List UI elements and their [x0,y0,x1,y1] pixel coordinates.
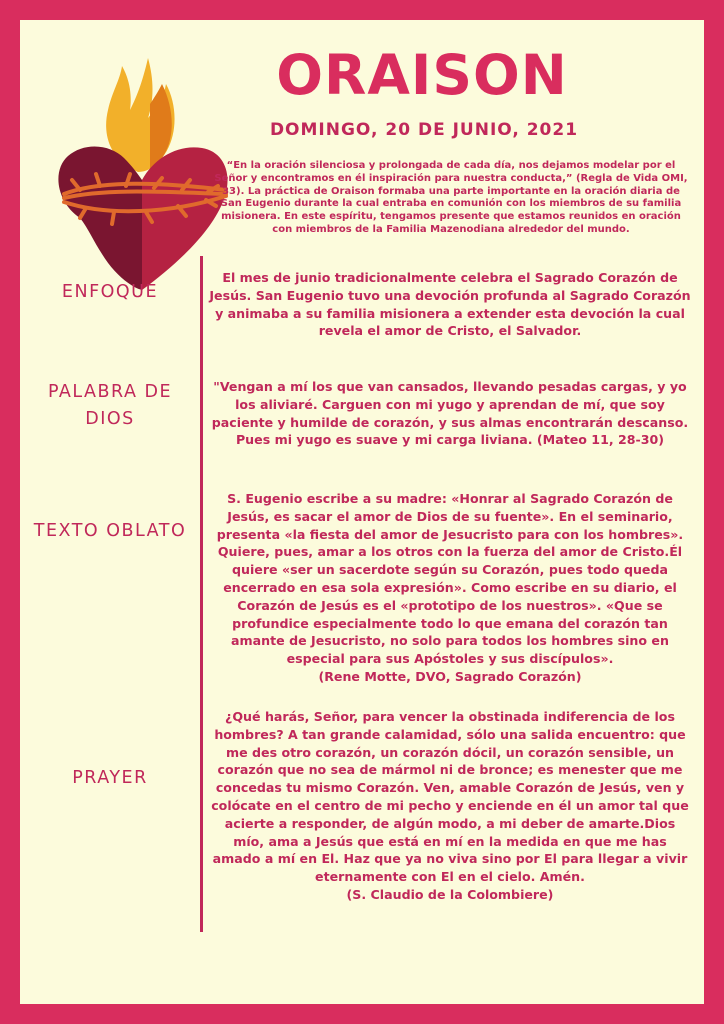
section-text-texto-oblato [208,490,692,686]
date: DOMINGO, 20 DE JUNIO, 2021 [269,120,579,140]
prayer-source: (S. Claudio de la Colombiere) [346,886,554,902]
texto-oblato-body: S. Eugenio escribe a su madre: «Honrar al Sagrado Corazón de Jesús, es sacar el amor de Dios de su fuente». En el seminario, presenta «la fiesta del amor de Jesucristo para con los hombres». Quiere, pues, amar a los otros con la fuerza del amor de Cristo.Él quiere «ser un sacerdote según su Corazón, pues todo queda encerrado en esa sola expresión». Como escribe en su diario, el Corazón de Jesús es el «prototipo de los nuestros». «Que se profundice especialmente todo lo que emana del corazón tan amante de Jesucristo, no solo para todos los hombres sino en especial para sus Apóstoles y sus discípulos». [216,491,684,667]
section-text-prayer [208,708,692,904]
section-label-texto-oblato: TEXTO OBLATO [33,521,187,541]
intro-text: “En la oración silenciosa y prolongada de cada día, nos dejamos modelar por el Señor y encontramos en él inspiración para nuestra conducta,” (Regla de Vida OMI, 33). La práctica de Oraison formaba una parte importante en la oración diaria de San Eugenio durante la cual entraba en comunión con los miembros de su familia misionera. En este espíritu, tengamos presente que estamos reunidos en oración con miembros de la Familia Mazenodiana alrededor del mundo. [214,160,688,235]
page [20,20,704,1004]
section-label-palabra: PALABRA DE DIOS [47,382,173,429]
sacred-heart-icon [50,40,230,295]
section-text-palabra: "Vengan a mí los que van cansados, llevando pesadas cargas, y yo los aliviaré. Carguen con mi yugo y aprendan de mí, que soy paciente y humilde de corazón, y sus almas encontrarán descanso. Pues mi yugo es suave y mi carga liviana. (Mateo 11, 28-30) [211,379,689,448]
section-text-enfoque: El mes de junio tradicionalmente celebra el Sagrado Corazón de Jesús. San Eugenio tuvo una devoción profunda al Sagrado Corazón y animaba a su familia misionera a extender esta devoción la cual revela el amor de Cristo, el Salvador. [209,270,691,339]
prayer-body: ¿Qué harás, Señor, para vencer la obstinada indiferencia de los hombres? A tan grande calamidad, sólo una salida encuentro: que me des otro corazón, un corazón dócil, un corazón sensible, un corazón que no sea de mármol ni de bronce; es menester que me concedas tu mismo Corazón. Ven, amable Corazón de Jesús, ven y colócate en el centro de mi pecho y enciende en él un amor tal que acierte a responder, de algún modo, a mi deber de amarte.Dios mío, ama a Jesús que está en mí en la medida en que me has amado a mí en El. Haz que ya no viva sino por El para llegar a vivir eternamente con El en el cielo. Amén. [211,709,689,885]
page-title: ORAISON [276,43,568,107]
vertical-divider [200,256,203,932]
texto-oblato-source: (Rene Motte, DVO, Sagrado Corazón) [318,668,582,684]
section-label-prayer: PRAYER [72,768,148,788]
section-label-enfoque: ENFOQUE [61,282,159,302]
